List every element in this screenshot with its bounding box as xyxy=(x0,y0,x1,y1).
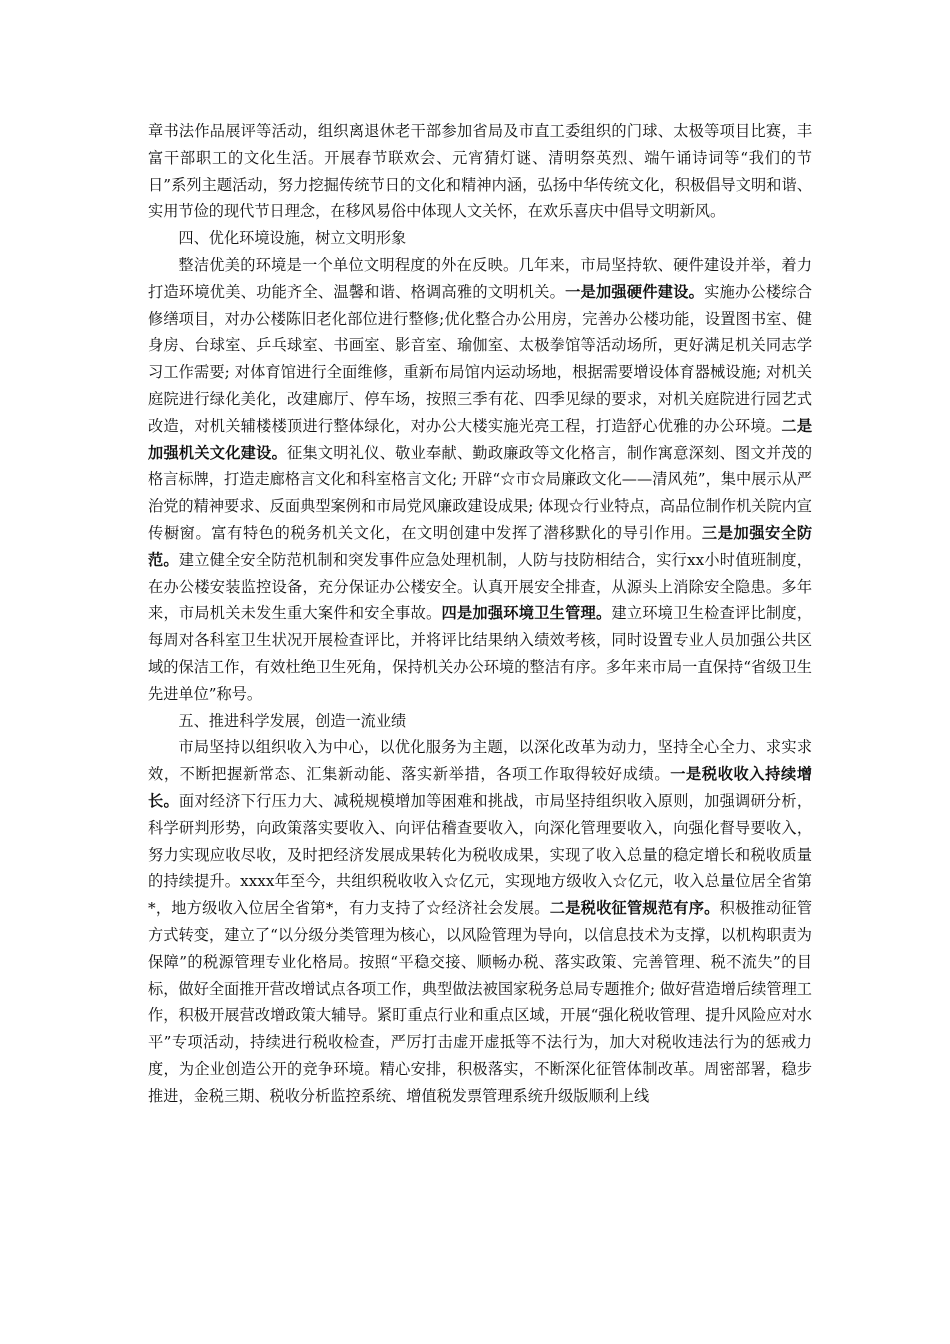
paragraph-text: 实施办公楼综合修缮项目，对办公楼陈旧老化部位进行整修;优化整合办公用房，完善办公楼功能，设置图书室、健身房、台球室、乒乓球室、书画室、影音室、瑜伽室、太极拳馆等活动场所，更好满足机关同志学习工作需要; 对体育馆进行全面维修，重新布局馆内运动场地，根据需要增设体育器械设施; 对机关庭院进行绿化美化，改建廊厅、停车场，按照三季有花、四季见绿的要求，对机关庭院进行园艺式改造，对机关辅楼楼顶进行整体绿化，对办公大楼实施光亮工程，打造舒心优雅的办公环境。 xyxy=(148,282,813,435)
bold-lead-hygiene: 四是加强环境卫生管理。 xyxy=(441,604,612,623)
bold-lead-safety: 三是加强安全防范。 xyxy=(148,523,813,569)
paragraph-section-4 xyxy=(148,252,812,708)
paragraph-text: 章书法作品展评等活动，组织离退休老干部参加省局及市直工委组织的门球、太极等项目比赛，丰富干部职工的文化生活。开展春节联欢会、元宵猜灯谜、清明祭英烈、端午诵诗词等“我们的节日”系列主题活动，努力挖掘传统节日的文化和精神内涵，弘扬中华传统文化，积极倡导文明和谐、实用节俭的现代节日理念，在移风易俗中体现人文关怀，在欢乐喜庆中倡导文明新风。 xyxy=(148,122,812,221)
paragraph-text: 征集文明礼仪、敬业奉献、勤政廉政等文化格言，制作寓意深刻、图文并茂的格言标牌，打造走廊格言文化和科室格言文化; 开辟“☆市☆局廉政文化——清风苑”，集中展示从严治党的精神要求、反面典型案例和市局党风廉政建设成果; 体现☆行业特点，高品位制作机关院内宣传橱窗。富有特色的税务机关文化，在文明创建中发挥了潜移默化的导引作用。 xyxy=(148,443,813,542)
paragraph-continued xyxy=(148,118,812,225)
paragraph-text: 建立环境卫生检查评比制度，每周对各科室卫生状况开展检查评比，并将评比结果纳入绩效考核，同时设置专业人员加强公共区域的保洁工作，有效杜绝卫生死角，保持机关办公环境的整洁有序。多年来市局一直保持“省级卫生先进单位”称号。 xyxy=(148,604,813,703)
section-heading-5: 五、推进科学发展，创造一流业绩 xyxy=(178,711,407,730)
bold-lead-hardware: 一是加强硬件建设。 xyxy=(565,282,705,301)
section-heading-4: 四、优化环境设施，树立文明形象 xyxy=(178,229,407,248)
paragraph-text: 建立健全安全防范机制和突发事件应急处理机制，人防与技防相结合，实行xx小时值班制度，在办公楼安装监控设备，充分保证办公楼安全。认真开展安全排查，从源头上消除安全隐患。多年来，市局机关未发生重大案件和安全事故。 xyxy=(148,550,812,623)
paragraph-text: 积极推动征管方式转变，建立了“以分级分类管理为核心，以风险管理为导向，以信息技术为支撑，以机构职责为保障”的税源管理专业化格局。按照“平稳交接、顺畅办税、落实政策、完善管理、税不流失”的目标，做好全面推开营改增试点各项工作，典型做法被国家税务总局专题推介; 做好营造增后续管理工作，积极开展营改增政策大辅导。紧盯重点行业和重点区域，开展“强化税收管理、提升风险应对水平”专项活动，持续进行税收检查，严厉打击虚开虚抵等不法行为，加大对税收违法行为的惩戒力度，为企业创造公开的竞争环境。精心安排，积极落实，不断深化征管体制改革。周密部署，稳步推进，金税三期、税收分析监控系统、增值税发票管理系统升级版顺利上线 xyxy=(148,899,813,1105)
bold-lead-collection: 二是税收征管规范有序。 xyxy=(549,899,720,918)
paragraph-text: 面对经济下行压力大、减税规模增加等困难和挑战，市局坚持组织收入原则，加强调研分析，科学研判形势，向政策落实要收入、向评估稽查要收入，向深化管理要收入，向强化督导要收入，努力实现应收尽收，及时把经济发展成果转化为税收成果，实现了收入总量的稳定增长和税收质量的持续提升。xxxx年至今，共组织税收收入☆亿元，实现地方级收入☆亿元，收入总量位居全省第*，地方级收入位居全省第*，有力支持了☆经济社会发展。 xyxy=(148,791,813,918)
bold-lead-culture: 二是加强机关文化建设。 xyxy=(148,416,813,462)
paragraph-text: 市局坚持以组织收入为中心，以优化服务为主题，以深化改革为动力，坚持全心全力、求实求效，不断把握新常态、汇集新动能、落实新举措，各项工作取得较好成绩。 xyxy=(148,738,812,784)
paragraph-section-5 xyxy=(148,734,812,1109)
paragraph-text: 整洁优美的环境是一个单位文明程度的外在反映。几年来，市局坚持软、硬件建设并举，着力打造环境优美、功能齐全、温馨和谐、格调高雅的文明机关。 xyxy=(148,255,812,301)
bold-lead-revenue: 一是税收收入持续增长。 xyxy=(148,765,813,810)
document-body xyxy=(148,118,812,1109)
